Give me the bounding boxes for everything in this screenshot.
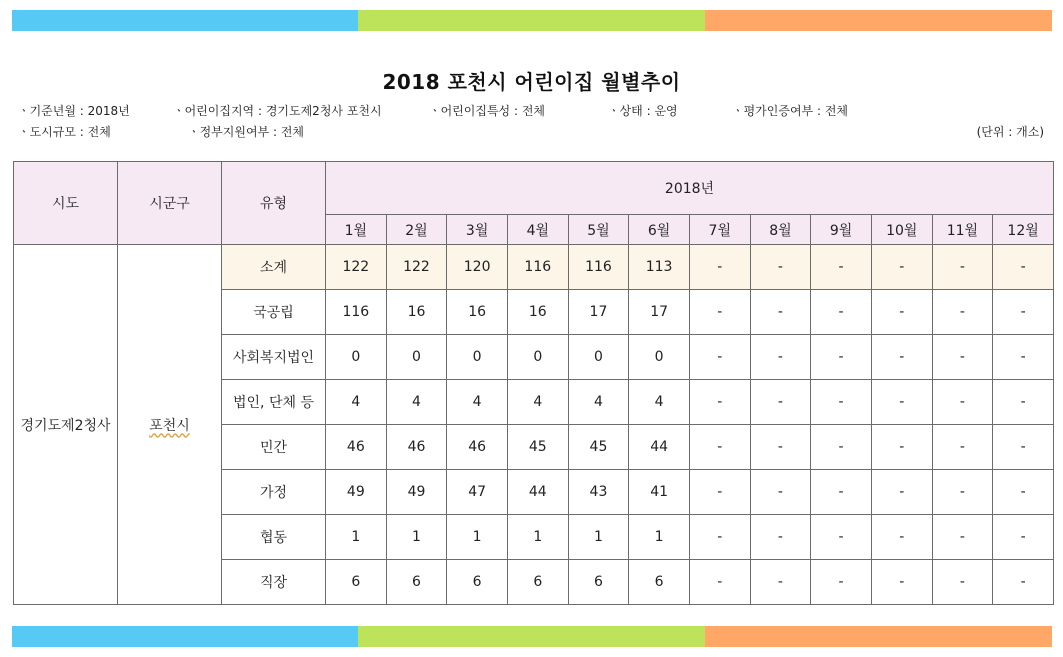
cell-sigungu-text: 포천시 (149, 417, 190, 434)
filter-year-month: ㆍ기준년월 : 2018년 (18, 104, 130, 118)
cell-value: 47 (447, 470, 508, 515)
cell-value: - (993, 380, 1054, 425)
header-month: 8월 (750, 215, 811, 245)
header-month: 10월 (871, 215, 932, 245)
header-month: 6월 (629, 215, 690, 245)
cell-value: - (871, 380, 932, 425)
page-title: 2018 포천시 어린이집 월별추이 (382, 70, 681, 94)
filter-gov-support: ㆍ정부지원여부 : 전체 (188, 125, 305, 139)
color-bar-green (358, 626, 705, 647)
cell-type: 가정 (222, 470, 326, 515)
color-bar-orange (705, 10, 1052, 31)
cell-value: 4 (629, 380, 690, 425)
cell-value: - (932, 335, 993, 380)
cell-value: 46 (326, 425, 387, 470)
table-row (14, 245, 1054, 290)
header-sigungu: 시군구 (118, 162, 222, 245)
cell-value: 122 (386, 245, 447, 290)
cell-value: - (811, 560, 872, 605)
cell-value: - (750, 245, 811, 290)
header-year: 2018년 (326, 162, 1054, 215)
cell-value: - (993, 560, 1054, 605)
cell-value: - (871, 335, 932, 380)
cell-value: 0 (447, 335, 508, 380)
cell-value: 1 (629, 515, 690, 560)
cell-value: - (993, 290, 1054, 335)
cell-value: - (689, 290, 750, 335)
cell-value: - (871, 290, 932, 335)
cell-value: - (811, 245, 872, 290)
cell-value: 116 (507, 245, 568, 290)
header-month: 12월 (993, 215, 1054, 245)
cell-value: - (993, 515, 1054, 560)
cell-type: 법인, 단체 등 (222, 380, 326, 425)
cell-value: 1 (447, 515, 508, 560)
cell-value: - (750, 515, 811, 560)
color-bar-blue (12, 626, 358, 647)
cell-value: - (689, 380, 750, 425)
monthly-trend-table (13, 161, 1054, 605)
header-sido: 시도 (14, 162, 118, 245)
cell-value: - (689, 470, 750, 515)
color-bar-green (358, 10, 705, 31)
cell-type: 민간 (222, 425, 326, 470)
cell-value: - (932, 515, 993, 560)
cell-value: 1 (568, 515, 629, 560)
cell-value: 1 (326, 515, 387, 560)
cell-value: 44 (629, 425, 690, 470)
bottom-color-bar (12, 626, 1052, 647)
top-color-bar (12, 10, 1052, 31)
cell-value: 6 (386, 560, 447, 605)
color-bar-blue (12, 10, 358, 31)
cell-value: - (932, 245, 993, 290)
cell-value: - (750, 380, 811, 425)
header-month: 1월 (326, 215, 387, 245)
cell-value: 17 (568, 290, 629, 335)
cell-value: - (932, 425, 993, 470)
cell-value: 4 (326, 380, 387, 425)
cell-value: 45 (568, 425, 629, 470)
cell-value: 16 (507, 290, 568, 335)
cell-value: 6 (568, 560, 629, 605)
cell-value: - (811, 335, 872, 380)
header-month: 9월 (811, 215, 872, 245)
cell-value: - (811, 425, 872, 470)
header-month: 11월 (932, 215, 993, 245)
filter-region: ㆍ어린이집지역 : 경기도제2청사 포천시 (173, 104, 382, 118)
filter-certified: ㆍ평가인증여부 : 전체 (732, 104, 849, 118)
filter-status: ㆍ상태 : 운영 (608, 104, 678, 118)
cell-value: 0 (568, 335, 629, 380)
cell-sido: 경기도제2청사 (14, 245, 118, 605)
cell-value: - (750, 335, 811, 380)
cell-type: 협동 (222, 515, 326, 560)
cell-value: - (689, 335, 750, 380)
cell-value: 43 (568, 470, 629, 515)
header-type: 유형 (222, 162, 326, 245)
cell-value: - (689, 515, 750, 560)
color-bar-orange (705, 626, 1052, 647)
cell-value: - (750, 290, 811, 335)
header-month: 2월 (386, 215, 447, 245)
cell-value: - (689, 425, 750, 470)
cell-value: - (993, 470, 1054, 515)
cell-value: 46 (386, 425, 447, 470)
cell-value: - (871, 425, 932, 470)
cell-value: - (871, 470, 932, 515)
cell-value: 0 (629, 335, 690, 380)
cell-value: 4 (386, 380, 447, 425)
cell-value: 0 (326, 335, 387, 380)
cell-value: 49 (326, 470, 387, 515)
cell-value: 4 (507, 380, 568, 425)
cell-value: 1 (386, 515, 447, 560)
cell-value: 113 (629, 245, 690, 290)
filter-city-size: ㆍ도시규모 : 전체 (18, 125, 111, 139)
cell-value: 1 (507, 515, 568, 560)
cell-value: - (750, 470, 811, 515)
cell-value: 49 (386, 470, 447, 515)
cell-value: - (993, 245, 1054, 290)
cell-value: 17 (629, 290, 690, 335)
cell-value: 6 (326, 560, 387, 605)
cell-value: - (689, 245, 750, 290)
cell-sigungu (118, 245, 222, 605)
cell-value: 4 (568, 380, 629, 425)
unit-label: (단위 : 개소) (976, 125, 1044, 139)
cell-value: 116 (568, 245, 629, 290)
cell-value: - (811, 290, 872, 335)
cell-type: 국공립 (222, 290, 326, 335)
cell-value: - (750, 560, 811, 605)
cell-value: - (811, 515, 872, 560)
cell-value: 16 (447, 290, 508, 335)
cell-value: 6 (629, 560, 690, 605)
cell-value: - (932, 470, 993, 515)
cell-type: 직장 (222, 560, 326, 605)
header-month: 4월 (507, 215, 568, 245)
cell-value: - (932, 560, 993, 605)
filter-feature: ㆍ어린이집특성 : 전체 (429, 104, 546, 118)
cell-value: - (993, 425, 1054, 470)
cell-value: - (811, 380, 872, 425)
cell-value: - (871, 245, 932, 290)
header-month: 7월 (689, 215, 750, 245)
cell-value: 116 (326, 290, 387, 335)
cell-value: 6 (507, 560, 568, 605)
cell-value: 0 (386, 335, 447, 380)
cell-type: 소계 (222, 245, 326, 290)
cell-value: - (689, 560, 750, 605)
cell-value: 41 (629, 470, 690, 515)
cell-value: 4 (447, 380, 508, 425)
header-month: 5월 (568, 215, 629, 245)
cell-value: - (932, 380, 993, 425)
cell-value: - (871, 515, 932, 560)
cell-value: 120 (447, 245, 508, 290)
cell-value: - (871, 560, 932, 605)
cell-value: 6 (447, 560, 508, 605)
cell-value: 16 (386, 290, 447, 335)
cell-value: 122 (326, 245, 387, 290)
cell-value: - (750, 425, 811, 470)
header-month: 3월 (447, 215, 508, 245)
cell-value: 44 (507, 470, 568, 515)
cell-value: 46 (447, 425, 508, 470)
cell-value: - (811, 470, 872, 515)
cell-value: - (993, 335, 1054, 380)
cell-value: - (932, 290, 993, 335)
cell-value: 45 (507, 425, 568, 470)
cell-value: 0 (507, 335, 568, 380)
cell-type: 사회복지법인 (222, 335, 326, 380)
